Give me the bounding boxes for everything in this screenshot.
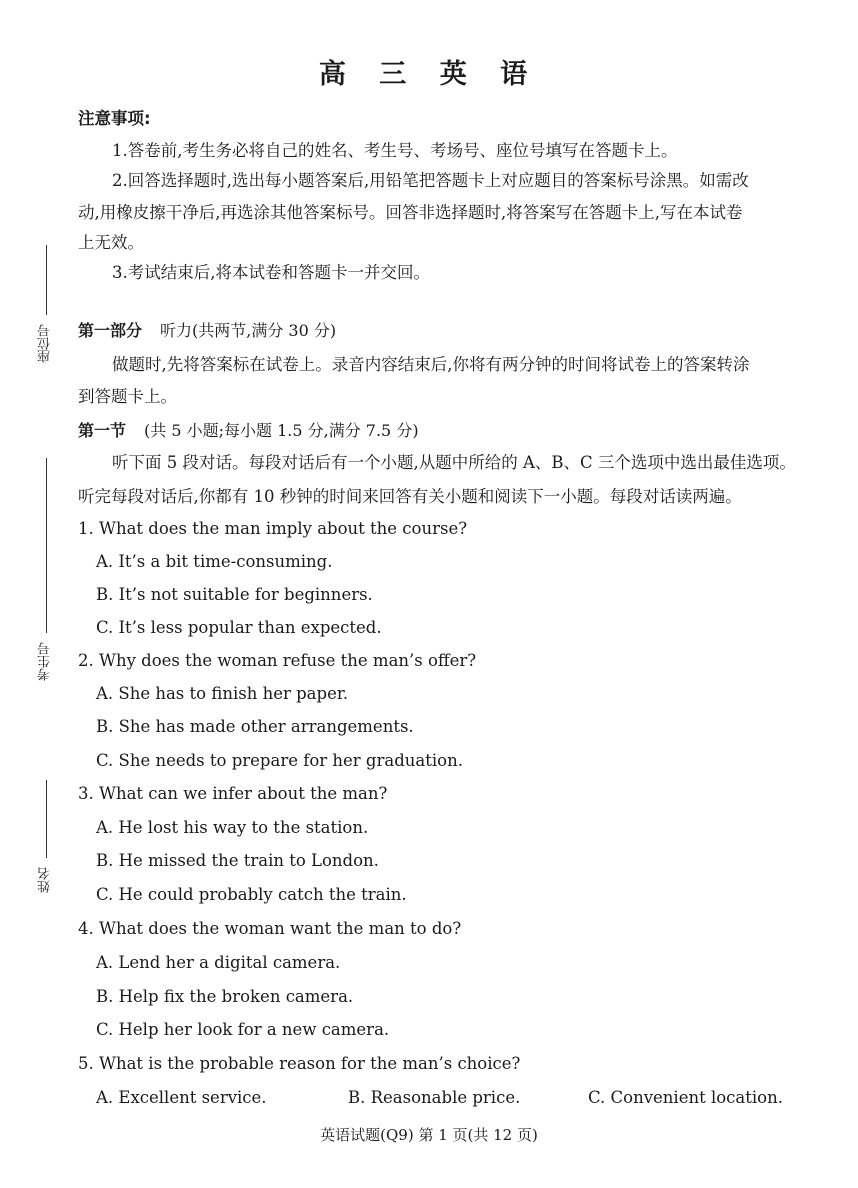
part1-instruction: 到答题卡上。 [78,387,177,406]
answer-option: B. Reasonable price. [348,1088,521,1107]
section1-instruction: 听下面 5 段对话。每段对话后有一个小题,从题中所给的 A、B、C 三个选项中选出最佳选项。 [112,453,796,472]
notice-line: 动,用橡皮擦干净后,再选涂其他答案标号。回答非选择题时,将答案写在答题卡上,写在本试卷 [78,203,743,222]
answer-option: C. It’s less popular than expected. [96,618,382,637]
notice-line: 2.回答选择题时,选出每小题答案后,用铅笔把答题卡上对应题目的答案标号涂黑。如需改 [112,171,749,190]
answer-option: A. It’s a bit time-consuming. [96,552,333,571]
notice-heading: 注意事项: [78,109,151,128]
answer-option: A. He lost his way to the station. [96,818,369,837]
part1-desc: 听力(共两节,满分 30 分) [160,321,337,340]
section1-desc: (共 5 小题;每小题 1.5 分,满分 7.5 分) [144,421,419,440]
answer-option: C. Convenient location. [588,1088,783,1107]
question-stem: 2. Why does the woman refuse the man’s offer? [78,651,477,670]
question-stem: 3. What can we infer about the man? [78,784,388,803]
exam-number-label: 考生号 [38,642,53,682]
notice-line: 上无效。 [78,233,144,252]
answer-option: A. Lend her a digital camera. [96,953,341,972]
answer-option: C. Help her look for a new camera. [96,1020,390,1039]
section1-name: 第一节 [78,421,127,440]
name-label: 姓名 [38,867,53,893]
answer-option: B. She has made other arrangements. [96,717,414,736]
answer-option: B. He missed the train to London. [96,851,379,870]
question-stem: 5. What is the probable reason for the man’s choice? [78,1054,521,1073]
part1-instruction: 做题时,先将答案标在试卷上。录音内容结束后,你将有两分钟的时间将试卷上的答案转涂 [112,355,750,374]
answer-option: A. She has to finish her paper. [96,684,349,703]
section1-instruction: 听完每段对话后,你都有 10 秒钟的时间来回答有关小题和阅读下一小题。每段对话读两遍。 [78,487,742,506]
seat-fill-line [46,245,47,315]
page-title: 高 三 英 语 [318,59,540,90]
part1-name: 第一部分 [78,321,143,340]
section1-heading [78,420,419,442]
answer-option: B. It’s not suitable for beginners. [96,585,373,604]
name-fill-line [46,780,47,858]
answer-option: C. He could probably catch the train. [96,885,407,904]
question-stem: 1. What does the man imply about the course? [78,519,468,538]
part1-heading [78,320,336,342]
notice-line: 1.答卷前,考生务必将自己的姓名、考生号、考场号、座位号填写在答题卡上。 [112,141,678,160]
answer-option: A. Excellent service. [96,1088,267,1107]
page-footer: 英语试题(Q9) 第 1 页(共 12 页) [320,1126,538,1144]
answer-option: B. Help fix the broken camera. [96,987,354,1006]
answer-option: C. She needs to prepare for her graduation. [96,751,463,770]
question-stem: 4. What does the woman want the man to do? [78,919,462,938]
seat-number-label: 座位号 [38,324,53,364]
notice-line: 3.考试结束后,将本试卷和答题卡一并交回。 [112,263,430,282]
exam-number-fill-line [46,458,47,633]
